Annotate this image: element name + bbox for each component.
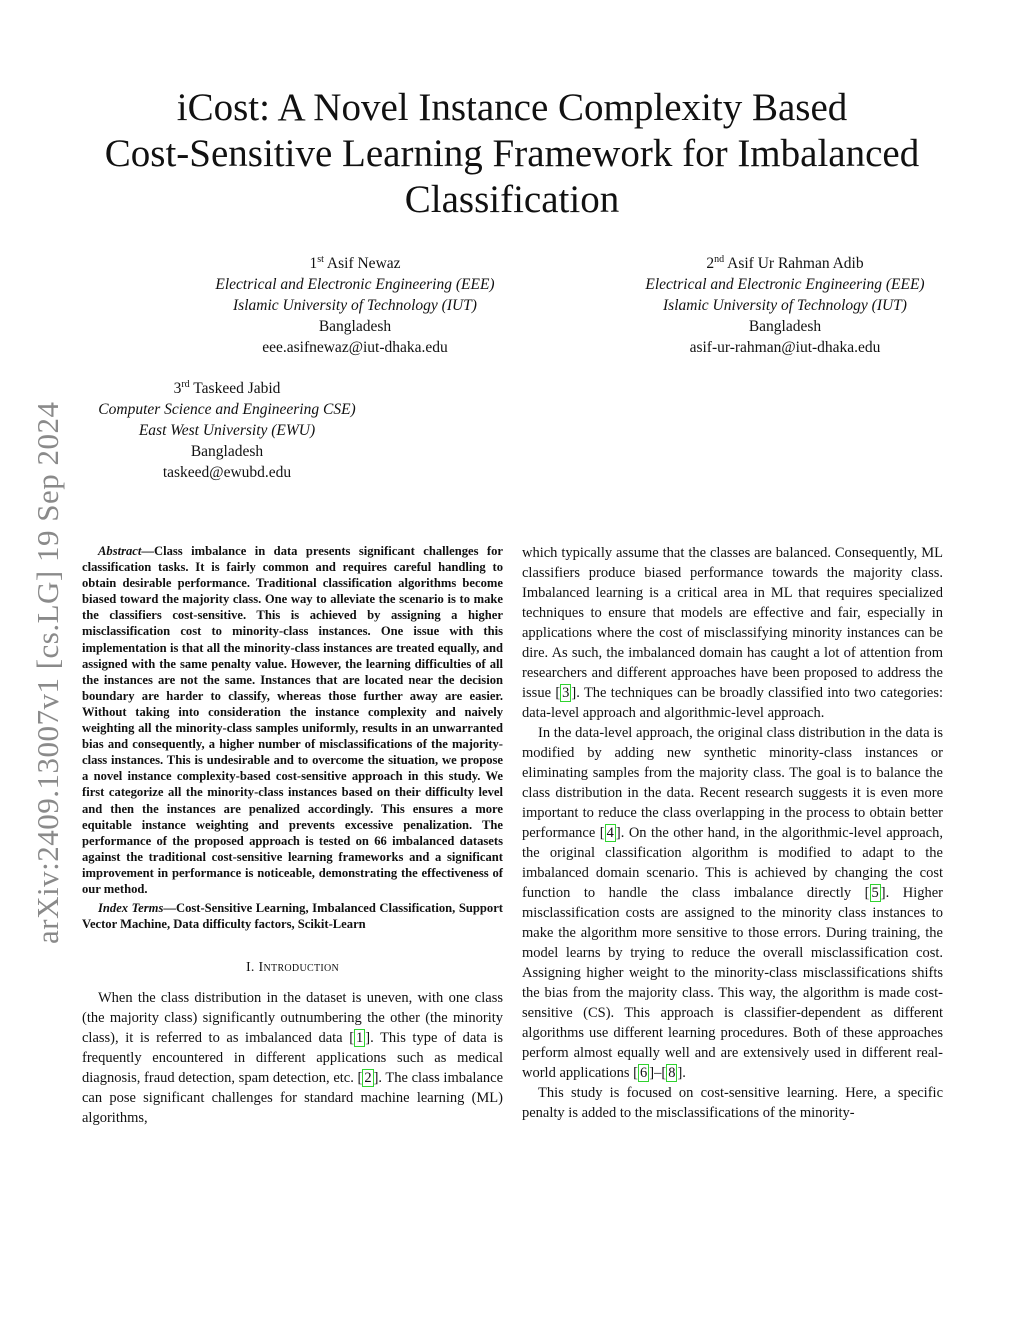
author-name-3: 3rd Taskeed Jabid — [173, 379, 281, 398]
citation-link[interactable]: 2 — [364, 1070, 372, 1087]
section-heading-introduction: I. Introduction — [245, 960, 340, 976]
author-univ-1: Islamic University of Technology (IUT) — [233, 297, 477, 315]
paper-title — [60, 85, 964, 223]
author-dept-1: Electrical and Electronic Engineering (EEE) — [215, 276, 495, 294]
citation-link[interactable]: 1 — [356, 1030, 364, 1047]
title-line-2: Cost-Sensitive Learning Framework for Imbalanced — [104, 132, 920, 175]
author-dept-3: Computer Science and Engineering CSE) — [98, 401, 356, 419]
citation-link[interactable]: 3 — [562, 685, 570, 701]
abstract-label: Abstract — [98, 544, 142, 558]
author-email-1: eee.asifnewaz@iut-dhaka.edu — [262, 339, 448, 357]
author-block-2 — [615, 249, 955, 358]
author-univ-2: Islamic University of Technology (IUT) — [663, 297, 907, 315]
citation-link[interactable]: 5 — [871, 885, 879, 901]
intro-paragraph-1: When the class distribution in the dataset is uneven, with one class (the majority class) significantly outnumbering the other (the minority class), it is referred to as imbalanced data [ 1 ]. This type of data is frequently encountered in different applications such as medical diagnosis, fraud detection, spam detection, etc. [ 2 ]. The class imbalance can pose significant challenges for standard machine learning (ML) algorithms, — [82, 990, 504, 1127]
index-terms: Index Terms—Cost-Sensitive Learning, Imbalanced Classification, Support Vector Machine, Data difficulty factors, Scikit-Learn — [82, 901, 503, 932]
author-country-2: Bangladesh — [748, 318, 822, 336]
author-country-3: Bangladesh — [190, 443, 264, 461]
citation-link[interactable]: 8 — [668, 1065, 676, 1081]
author-univ-3: East West University (EWU) — [138, 422, 316, 440]
intro-paragraph-2: which typically assume that the classes are balanced. Consequently, ML classifiers produce biased performance towards the majority class. Imbalanced learning is a critical area in ML that requires specialized techniques to ensure that models are effective and fair, especially in applications where the cost of misclassifying minority instances can be dire. As such, the imbalanced domain has caught a lot of attention from researchers and different approaches have been proposed to address the issue [ 3 ]. The techniques can be broadly classified into two categories: data-level approach and algorithmic-level approach. — [522, 545, 943, 721]
abstract: Abstract—Class imbalance in data presents significant challenges for classification tasks. It is fairly common and requires careful handling to obtain desirable performance. Traditional classification algorithms become biased toward the majority class. One way to alleviate the scenario is to make the classifiers cost-sensitive. This is achieved by assigning a higher misclassification cost to minority-class instances. One issue with this implementation is that all the minority-class instances are treated equally, and assigned with the same penalty value. However, the learning difficulties of all the instances are not the same. Instances that are located near the decision boundary are harder to classify, whereas those further away are easier. Without taking into consideration the instance complexity and naively weighting all the minority-class samples uniformly, results in an unwarranted bias and consequently, a higher number of misclassifications of the majority-class instances. This is undesirable and to overcome the situation, we propose a novel instance complexity-based cost-sensitive approach in this study. We first categorize all the minority-class instances based on their difficulty level and then the instances are penalized accordingly. This ensures a more equitable instance weighting and prevents excessive penalization. The performance of the proposed approach is tested on 66 imbalanced datasets against the traditional cost-sensitive learning frameworks and a significant improvement in performance is noticeable, demonstrating the effectiveness of our method. — [82, 544, 503, 896]
title-line-1: iCost: A Novel Instance Complexity Based — [176, 86, 848, 129]
citation-link[interactable]: 6 — [640, 1065, 648, 1081]
author-email-3: taskeed@ewubd.edu — [162, 464, 292, 482]
intro-paragraph-4: This study is focused on cost-sensitive learning. Here, a specific penalty is added to the misclassifications of the minority- — [522, 1085, 943, 1121]
author-block-1 — [185, 249, 525, 358]
author-dept-2: Electrical and Electronic Engineering (EEE) — [645, 276, 925, 294]
left-column — [82, 543, 503, 1128]
right-column — [522, 543, 943, 1123]
citation-link[interactable]: 4 — [606, 825, 614, 841]
title-line-3: Classification — [404, 178, 620, 221]
author-name-2: 2nd Asif Ur Rahman Adib — [706, 254, 864, 273]
index-terms-label: Index Terms — [98, 901, 164, 916]
author-email-2: asif-ur-rahman@iut-dhaka.edu — [689, 339, 881, 357]
intro-paragraph-3: In the data-level approach, the original class distribution in the data is modified by adding new synthetic minority-class instances or eliminating samples from the majority class. The goal is to balance the class distribution in the data. Recent research suggests it is even more important to reduce the class overlapping in the process to obtain better performance [ 4 ]. On the other hand, in the algorithmic-level approach, the original classification algorithm is modified to adapt to the imbalanced domain scenario. This is achieved by changing the cost function to handle the class imbalance directly [ 5 ]. Higher misclassification costs are assigned to the minority class instances to make the algorithm more sensitive to those errors. During training, the model learns by trying to reduce the overall misclassification cost. Assigning higher weight to the minority-class misclassifications shifts the bias from the majority class. This way, the algorithm is made cost-sensitive (CS). This approach is classifier-dependent as different algorithms use different learning procedures. Both of these approaches perform almost equally well and are extensively used in different real-world applications [ 6 ]–[ 8 ]. — [522, 725, 944, 1081]
arxiv-stamp: arXiv:2409.13007v1 [cs.LG] 19 Sep 2024 — [30, 401, 65, 944]
author-block-3 — [62, 374, 392, 483]
author-country-1: Bangladesh — [318, 318, 392, 336]
author-name-1: 1st Asif Newaz — [309, 254, 401, 273]
abstract-text: Class imbalance in data presents significant challenges for classification tasks. It is fairly common and requires careful handling to obtain desirable performance. Traditional classification algorithms become biased toward the majority class. One way to alleviate the scenario is to make the classifiers cost-sensitive. This is achieved by assigning a higher misclassification cost to minority-class instances. One issue with this implementation is that all the minority-class instances are treated equally, and assigned with the same penalty value. However, the learning difficulties of all the instances are not the same. Instances that are located near the decision boundary are harder to classify, whereas those further away are easier. Without taking into consideration the instance complexity and naively weighting all the minority-class samples uniformly, results in an unwarranted bias and consequently, a higher number of misclassifications of the majority-class instances. This is undesirable and to overcome the situation, we propose a novel instance complexity-based cost-sensitive approach in this study. We first categorize all the minority-class instances based on their difficulty level and then the instances are penalized accordingly. This ensures a more equitable instance weighting and prevents excessive penalization. The performance of the proposed approach is tested on 66 imbalanced datasets against the traditional cost-sensitive learning frameworks and a significant improvement in performance is noticeable, demonstrating the effectiveness of our method. — [82, 544, 503, 896]
index-terms-text: Cost-Sensitive Learning, Imbalanced Classification, Support Vector Machine, Data difficulty factors, Scikit-Learn — [82, 901, 503, 932]
